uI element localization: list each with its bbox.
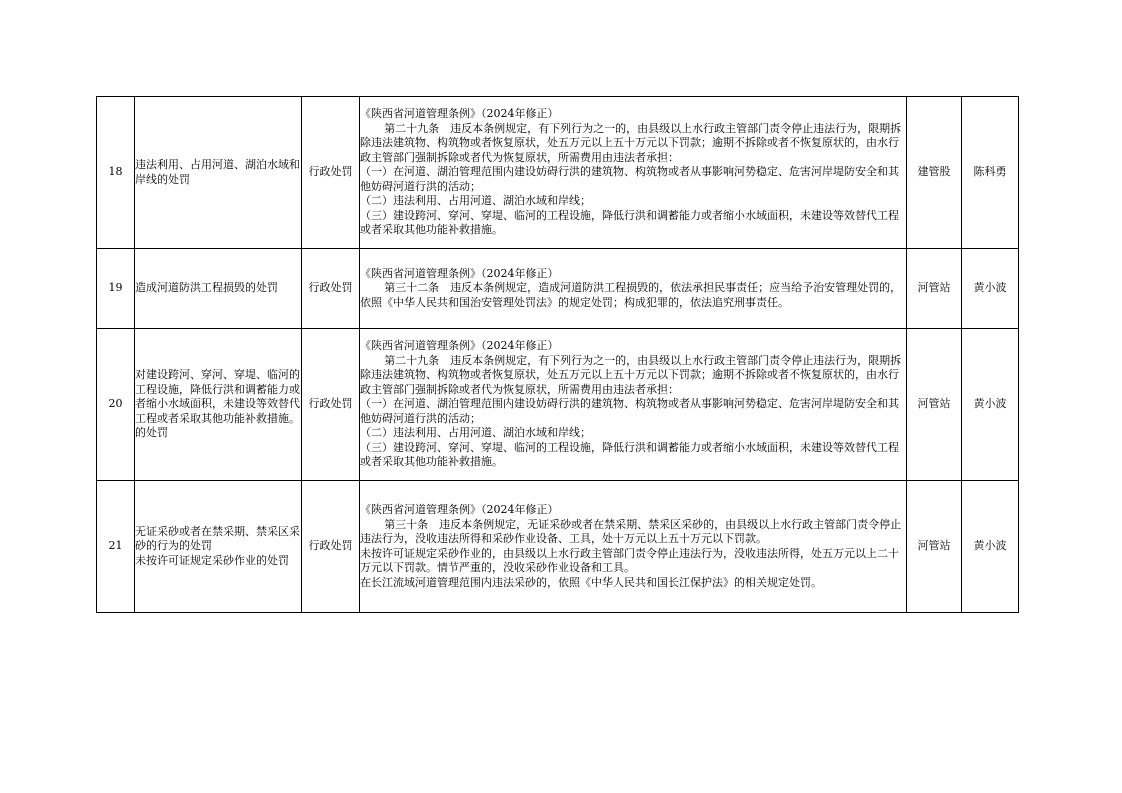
legal-basis-line: 第三十条 违反本条例规定，无证采砂或者在禁采期、禁采区采砂的，由县级以上水行政主管部门责令停止违法行为，没收违法所得和采砂作业设备、工具，处十万元以上五十万元以下罚款。 xyxy=(360,517,902,545)
row-number: 19 xyxy=(97,249,135,329)
penalty-table-body xyxy=(97,97,1019,613)
responsible-unit: 河管站 xyxy=(907,329,962,481)
row-number: 21 xyxy=(97,481,135,613)
table-row xyxy=(97,329,1019,481)
penalty-table xyxy=(96,96,1019,613)
legal-basis-line: 《陕西省河道管理条例》（2024年修正） xyxy=(360,107,559,121)
legal-basis-line: 在长江流域河道管理范围内违法采砂的，依照《中华人民共和国长江保护法》的相关规定处罚。 xyxy=(360,575,822,589)
responsible-person: 黄小波 xyxy=(962,481,1019,613)
responsible-person: 陈科勇 xyxy=(962,97,1019,249)
item-name-cell xyxy=(135,97,302,249)
item-name: 违法利用、占用河道、湖泊水域和岸线的处罚 xyxy=(135,158,300,186)
responsible-person: 黄小波 xyxy=(962,329,1019,481)
item-type: 行政处罚 xyxy=(302,97,360,249)
item-name-cell xyxy=(135,481,302,613)
responsible-unit: 河管站 xyxy=(907,481,962,613)
legal-basis-line: 《陕西省河道管理条例》（2024年修正） xyxy=(360,266,559,280)
table-row xyxy=(97,481,1019,613)
legal-basis-line: （三）建设跨河、穿河、穿堤、临河的工程设施，降低行洪和调蓄能力或者缩小水域面积，未建设等效替代工程或者采取其他功能补救措施。 xyxy=(360,440,899,469)
row-number: 18 xyxy=(97,97,135,249)
item-name: 对建设跨河、穿河、穿堤、临河的工程设施，降低行洪和调蓄能力或者缩小水域面积，未建设等效替代工程或者采取其他功能补救措施。的处罚 xyxy=(135,368,300,440)
legal-basis-line: （三）建设跨河、穿河、穿堤、临河的工程设施，降低行洪和调蓄能力或者缩小水域面积，未建设等效替代工程或者采取其他功能补救措施。 xyxy=(360,208,899,237)
legal-basis-cell xyxy=(360,481,907,613)
legal-basis-line: （一）在河道、湖泊管理范围内建设妨碍行洪的建筑物、构筑物或者从事影响河势稳定、危害河岸堤防安全和其他妨碍河道行洪的活动； xyxy=(360,397,899,425)
legal-basis-line: 第二十九条 违反本条例规定，有下列行为之一的，由县级以上水行政主管部门责令停止违法行为，限期拆除违法建筑物、构筑物或者恢复原状，处五万元以上五十万元以下罚款；逾期不拆除或者不恢复原状的，由水行政主管部门强制拆除或者代为恢复原状，所需费用由违法者承担： xyxy=(360,121,902,164)
table-row xyxy=(97,97,1019,249)
responsible-unit: 河管站 xyxy=(907,249,962,329)
responsible-unit: 建管股 xyxy=(907,97,962,249)
legal-basis-line: 第二十九条 违反本条例规定，有下列行为之一的，由县级以上水行政主管部门责令停止违法行为，限期拆除违法建筑物、构筑物或者恢复原状，处五万元以上五十万元以下罚款；逾期不拆除或者不恢复原状的，由水行政主管部门强制拆除或者代为恢复原状，所需费用由违法者承担： xyxy=(360,353,902,396)
legal-basis-line: 《陕西省河道管理条例》（2024年修正） xyxy=(360,339,559,353)
legal-basis-line: （二）违法利用、占用河道、湖泊水域和岸线； xyxy=(360,426,591,440)
legal-basis-line: 未按许可证规定采砂作业的，由县级以上水行政主管部门责令停止违法行为，没收违法所得，处五万元以上二十万元以下罚款。情节严重的，没收采砂作业设备和工具。 xyxy=(360,546,899,574)
item-name: 未按许可证规定采砂作业的处罚 xyxy=(135,553,289,567)
table-row xyxy=(97,249,1019,329)
legal-basis-cell xyxy=(360,249,907,329)
item-name: 造成河道防洪工程损毁的处罚 xyxy=(135,281,278,295)
legal-basis-line: 第三十二条 违反本条例规定，造成河道防洪工程损毁的，依法承担民事责任；应当给予治安管理处罚的，依照《中华人民共和国治安管理处罚法》的规定处罚；构成犯罪的，依法追究刑事责任。 xyxy=(360,281,902,309)
legal-basis-cell xyxy=(360,97,907,249)
row-number: 20 xyxy=(97,329,135,481)
item-type: 行政处罚 xyxy=(302,481,360,613)
legal-basis-line: 《陕西省河道管理条例》（2024年修正） xyxy=(360,503,559,516)
item-type: 行政处罚 xyxy=(302,329,360,481)
item-name-cell xyxy=(135,249,302,329)
item-name: 无证采砂或者在禁采期、禁采区采砂的行为的处罚 xyxy=(135,524,300,553)
item-type: 行政处罚 xyxy=(302,249,360,329)
legal-basis-cell xyxy=(360,329,907,481)
legal-basis-line: （二）违法利用、占用河道、湖泊水域和岸线； xyxy=(360,194,591,208)
responsible-person: 黄小波 xyxy=(962,249,1019,329)
legal-basis-line: （一）在河道、湖泊管理范围内建设妨碍行洪的建筑物、构筑物或者从事影响河势稳定、危害河岸堤防安全和其他妨碍河道行洪的活动； xyxy=(360,165,899,193)
item-name-cell xyxy=(135,329,302,481)
